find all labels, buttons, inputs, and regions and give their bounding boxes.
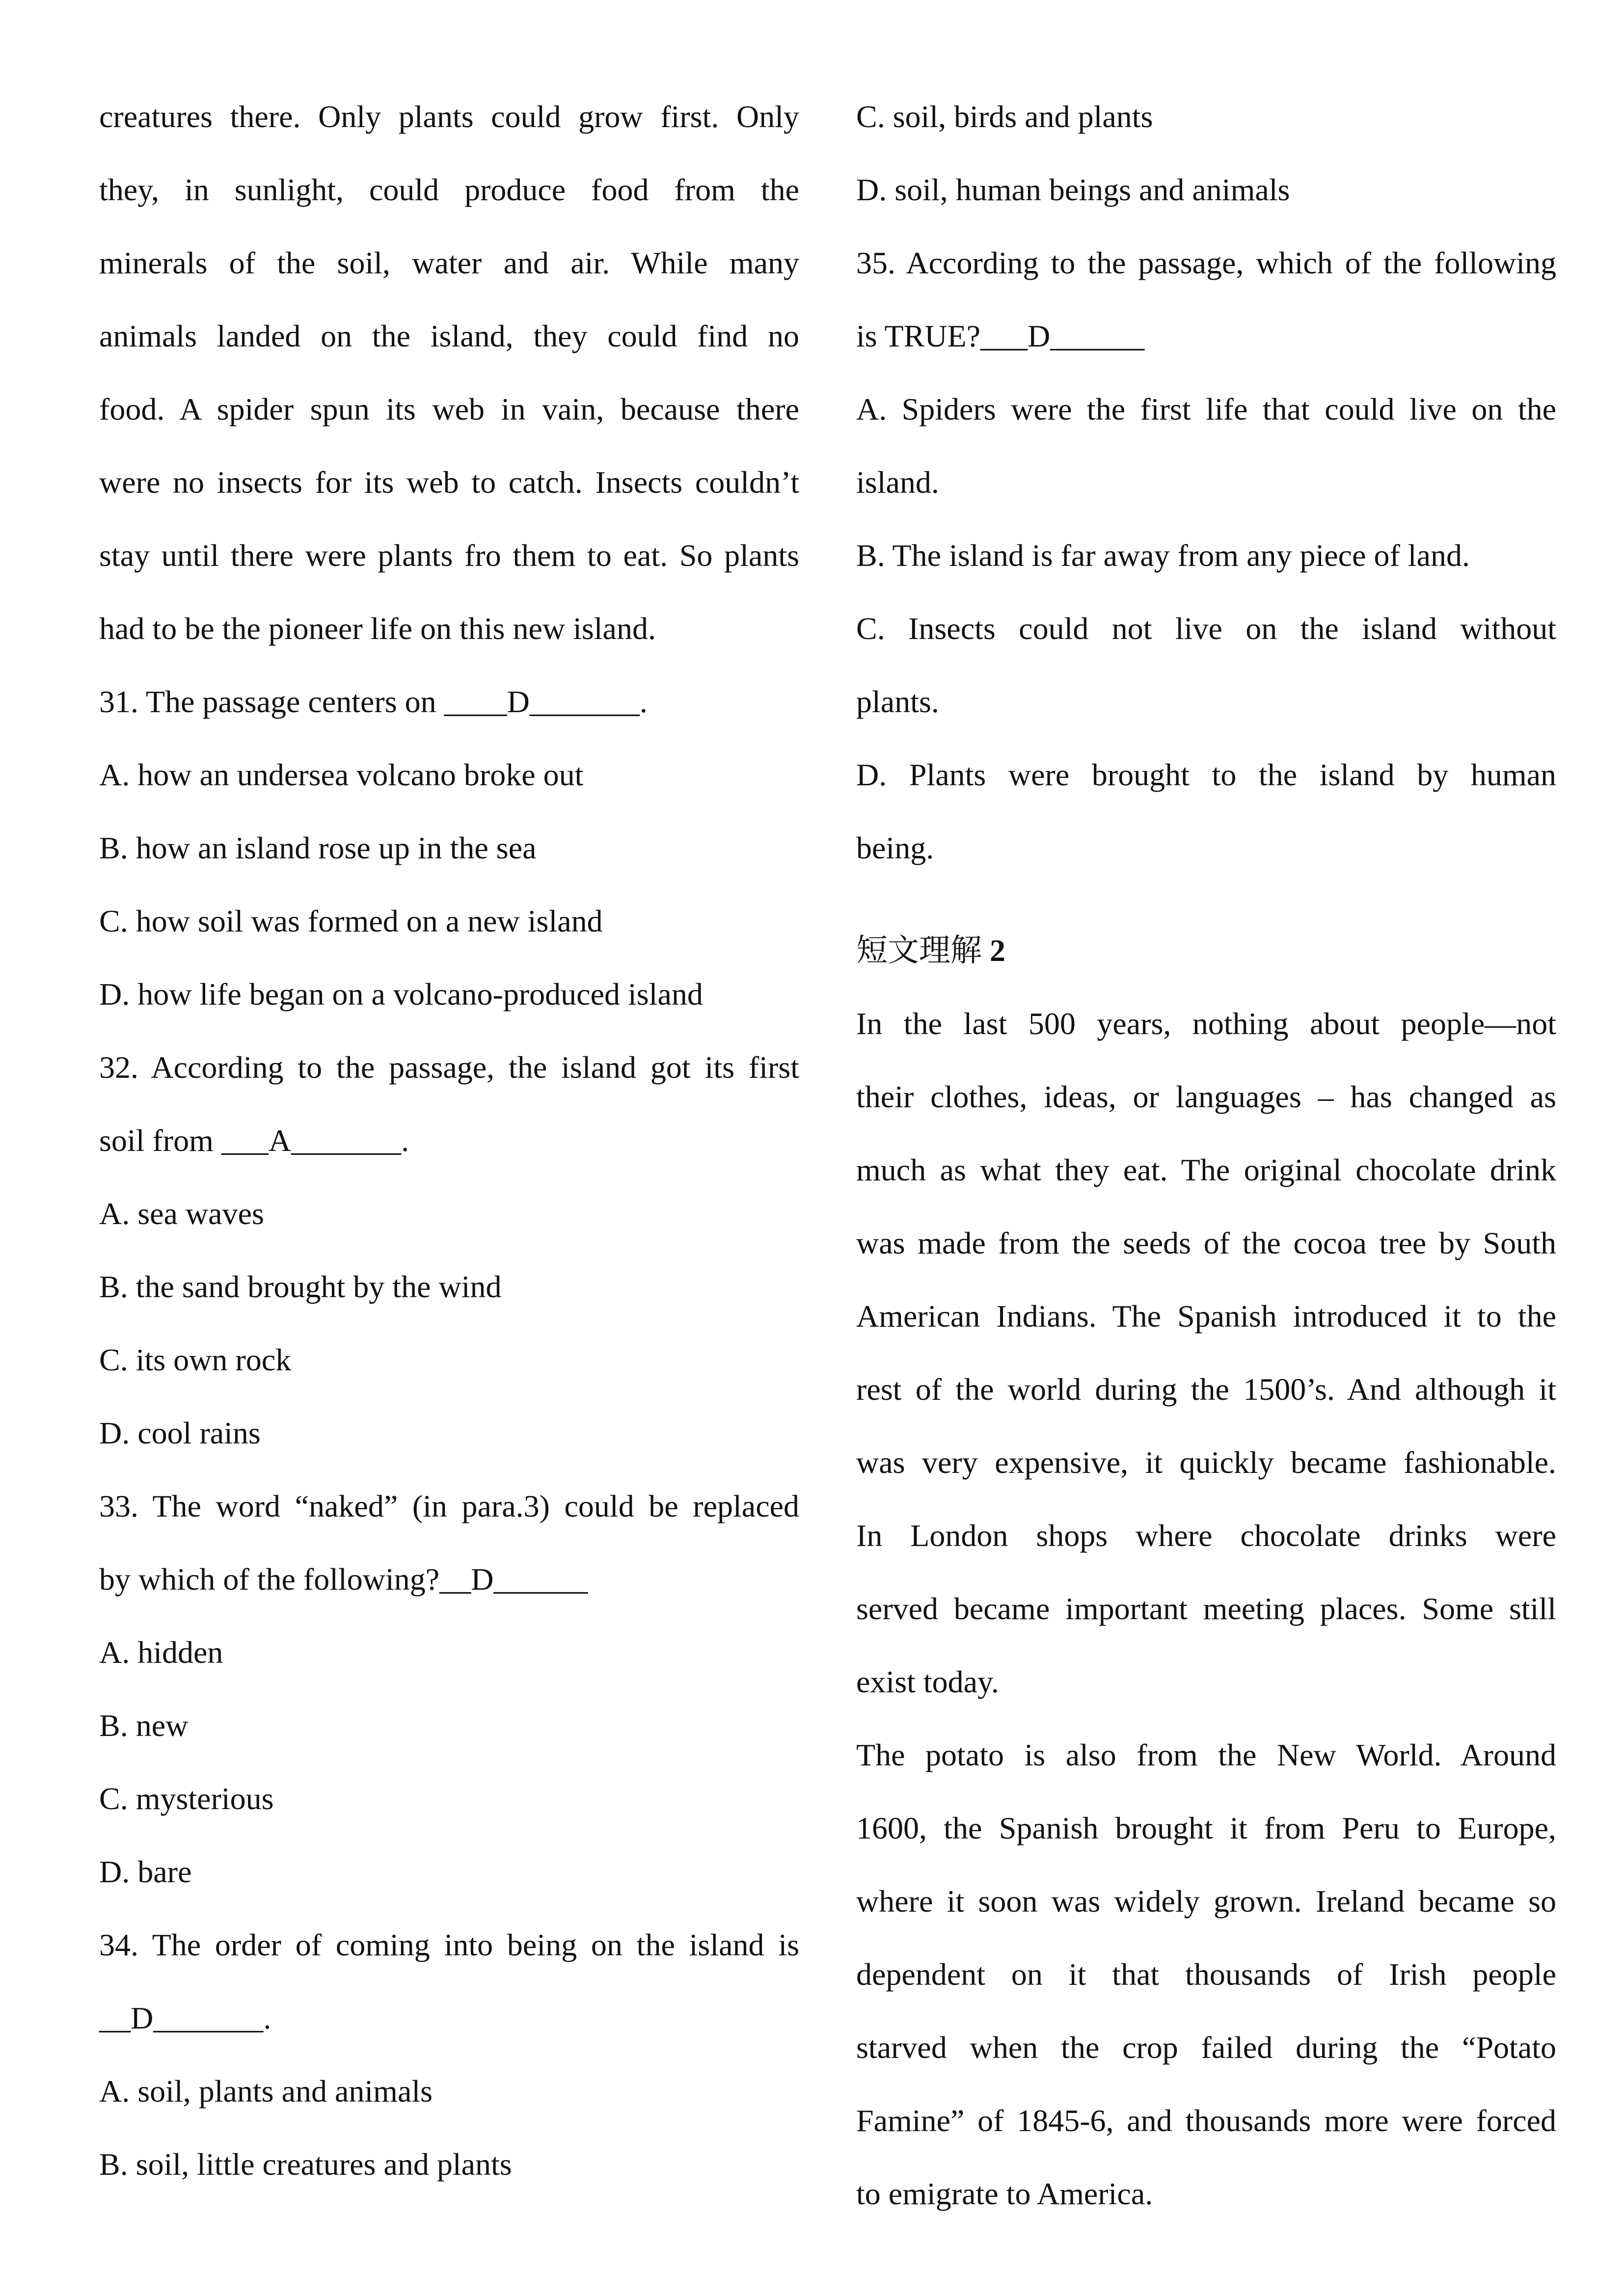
- text-line: A. how an undersea volcano broke out: [99, 757, 584, 792]
- left-column: [99, 82, 799, 2203]
- text-line: food. A spider spun its web in vain, because there: [99, 392, 799, 427]
- text-line: 35. According to the passage, which of the following: [856, 245, 1556, 280]
- text-line: D. how life began on a volcano-produced island: [99, 977, 703, 1012]
- text-line: was very expensive, it quickly became fashionable.: [856, 1445, 1556, 1480]
- text-line: animals landed on the island, they could find no: [99, 319, 799, 353]
- text-line: plants.: [856, 684, 939, 719]
- text-line: their clothes, ideas, or languages – has changed as: [856, 1079, 1556, 1114]
- text-line: B. The island is far away from any piece of land.: [856, 538, 1470, 573]
- text-line: In the last 500 years, nothing about people—not: [856, 1006, 1556, 1041]
- text-line: being.: [856, 830, 934, 865]
- text-line: B. new: [99, 1708, 189, 1743]
- text-line: by which of the following?__D______: [99, 1562, 588, 1597]
- text-line: C. its own rock: [99, 1342, 292, 1377]
- text-line: starved when the crop failed during the “Potato: [856, 2030, 1556, 2065]
- text-line: 32. According to the passage, the island got its first: [99, 1050, 799, 1085]
- text-line: island.: [856, 465, 939, 500]
- text-line: they, in sunlight, could produce food from the: [99, 172, 799, 207]
- text-line: A. sea waves: [99, 1196, 264, 1231]
- text-line: B. soil, little creatures and plants: [99, 2147, 512, 2182]
- text-line: dependent on it that thousands of Irish people: [856, 1957, 1556, 1992]
- text-line: C. mysterious: [99, 1781, 274, 1816]
- text-line: A. Spiders were the first life that could live on the: [856, 392, 1556, 427]
- text-line: 31. The passage centers on ____D_______.: [99, 684, 648, 719]
- text-line: American Indians. The Spanish introduced it to the: [856, 1299, 1556, 1334]
- text-line: B. how an island rose up in the sea: [99, 830, 537, 865]
- text-line: stay until there were plants fro them to eat. So plants: [99, 538, 799, 573]
- text-line: much as what they eat. The original chocolate drink: [856, 1152, 1556, 1187]
- text-line: exist today.: [856, 1664, 999, 1699]
- text-line: A. hidden: [99, 1635, 223, 1670]
- question-options-block: [856, 82, 1556, 887]
- text-line: __D_______.: [99, 2001, 271, 2035]
- text-line: where it soon was widely grown. Ireland became so: [856, 1884, 1556, 1919]
- right-column: [856, 82, 1556, 2233]
- text-line: 34. The order of coming into being on the island is: [99, 1927, 799, 1962]
- text-line: is TRUE?___D______: [856, 319, 1145, 353]
- section-heading-title: 短文理解: [856, 933, 982, 969]
- text-line: were no insects for its web to catch. Insects couldn’t: [99, 465, 799, 500]
- text-line: had to be the pioneer life on this new island.: [99, 611, 656, 646]
- text-line: In London shops where chocolate drinks were: [856, 1518, 1556, 1553]
- text-line: creatures there. Only plants could grow first. Only: [99, 99, 799, 134]
- text-line: B. the sand brought by the wind: [99, 1269, 502, 1304]
- text-line: C. soil, birds and plants: [856, 99, 1153, 134]
- text-line: D. Plants were brought to the island by human: [856, 757, 1556, 792]
- text-line: minerals of the soil, water and air. While many: [99, 245, 799, 280]
- text-line: 33. The word “naked” (in para.3) could be replaced: [99, 1489, 799, 1523]
- text-line: served became important meeting places. Some still: [856, 1591, 1556, 1626]
- text-line: was made from the seeds of the cocoa tree by South: [856, 1226, 1556, 1260]
- text-line: D. soil, human beings and animals: [856, 172, 1290, 207]
- section-heading: [856, 916, 1556, 989]
- text-line: rest of the world during the 1500’s. And although it: [856, 1372, 1556, 1407]
- section-heading-number: 2: [982, 933, 1005, 968]
- text-line: to emigrate to America.: [856, 2176, 1153, 2211]
- text-line: soil from ___A_______.: [99, 1123, 409, 1158]
- text-line: D. bare: [99, 1854, 192, 1889]
- text-line: 1600, the Spanish brought it from Peru to Europe,: [856, 1811, 1556, 1845]
- text-line: C. how soil was formed on a new island: [99, 904, 603, 938]
- text-line: The potato is also from the New World. Around: [856, 1737, 1556, 1772]
- text-line: C. Insects could not live on the island without: [856, 611, 1556, 646]
- text-line: Famine” of 1845-6, and thousands more were forced: [856, 2103, 1556, 2138]
- reading-passage-2: [856, 989, 1556, 2233]
- text-line: A. soil, plants and animals: [99, 2074, 433, 2109]
- text-line: D. cool rains: [99, 1415, 261, 1450]
